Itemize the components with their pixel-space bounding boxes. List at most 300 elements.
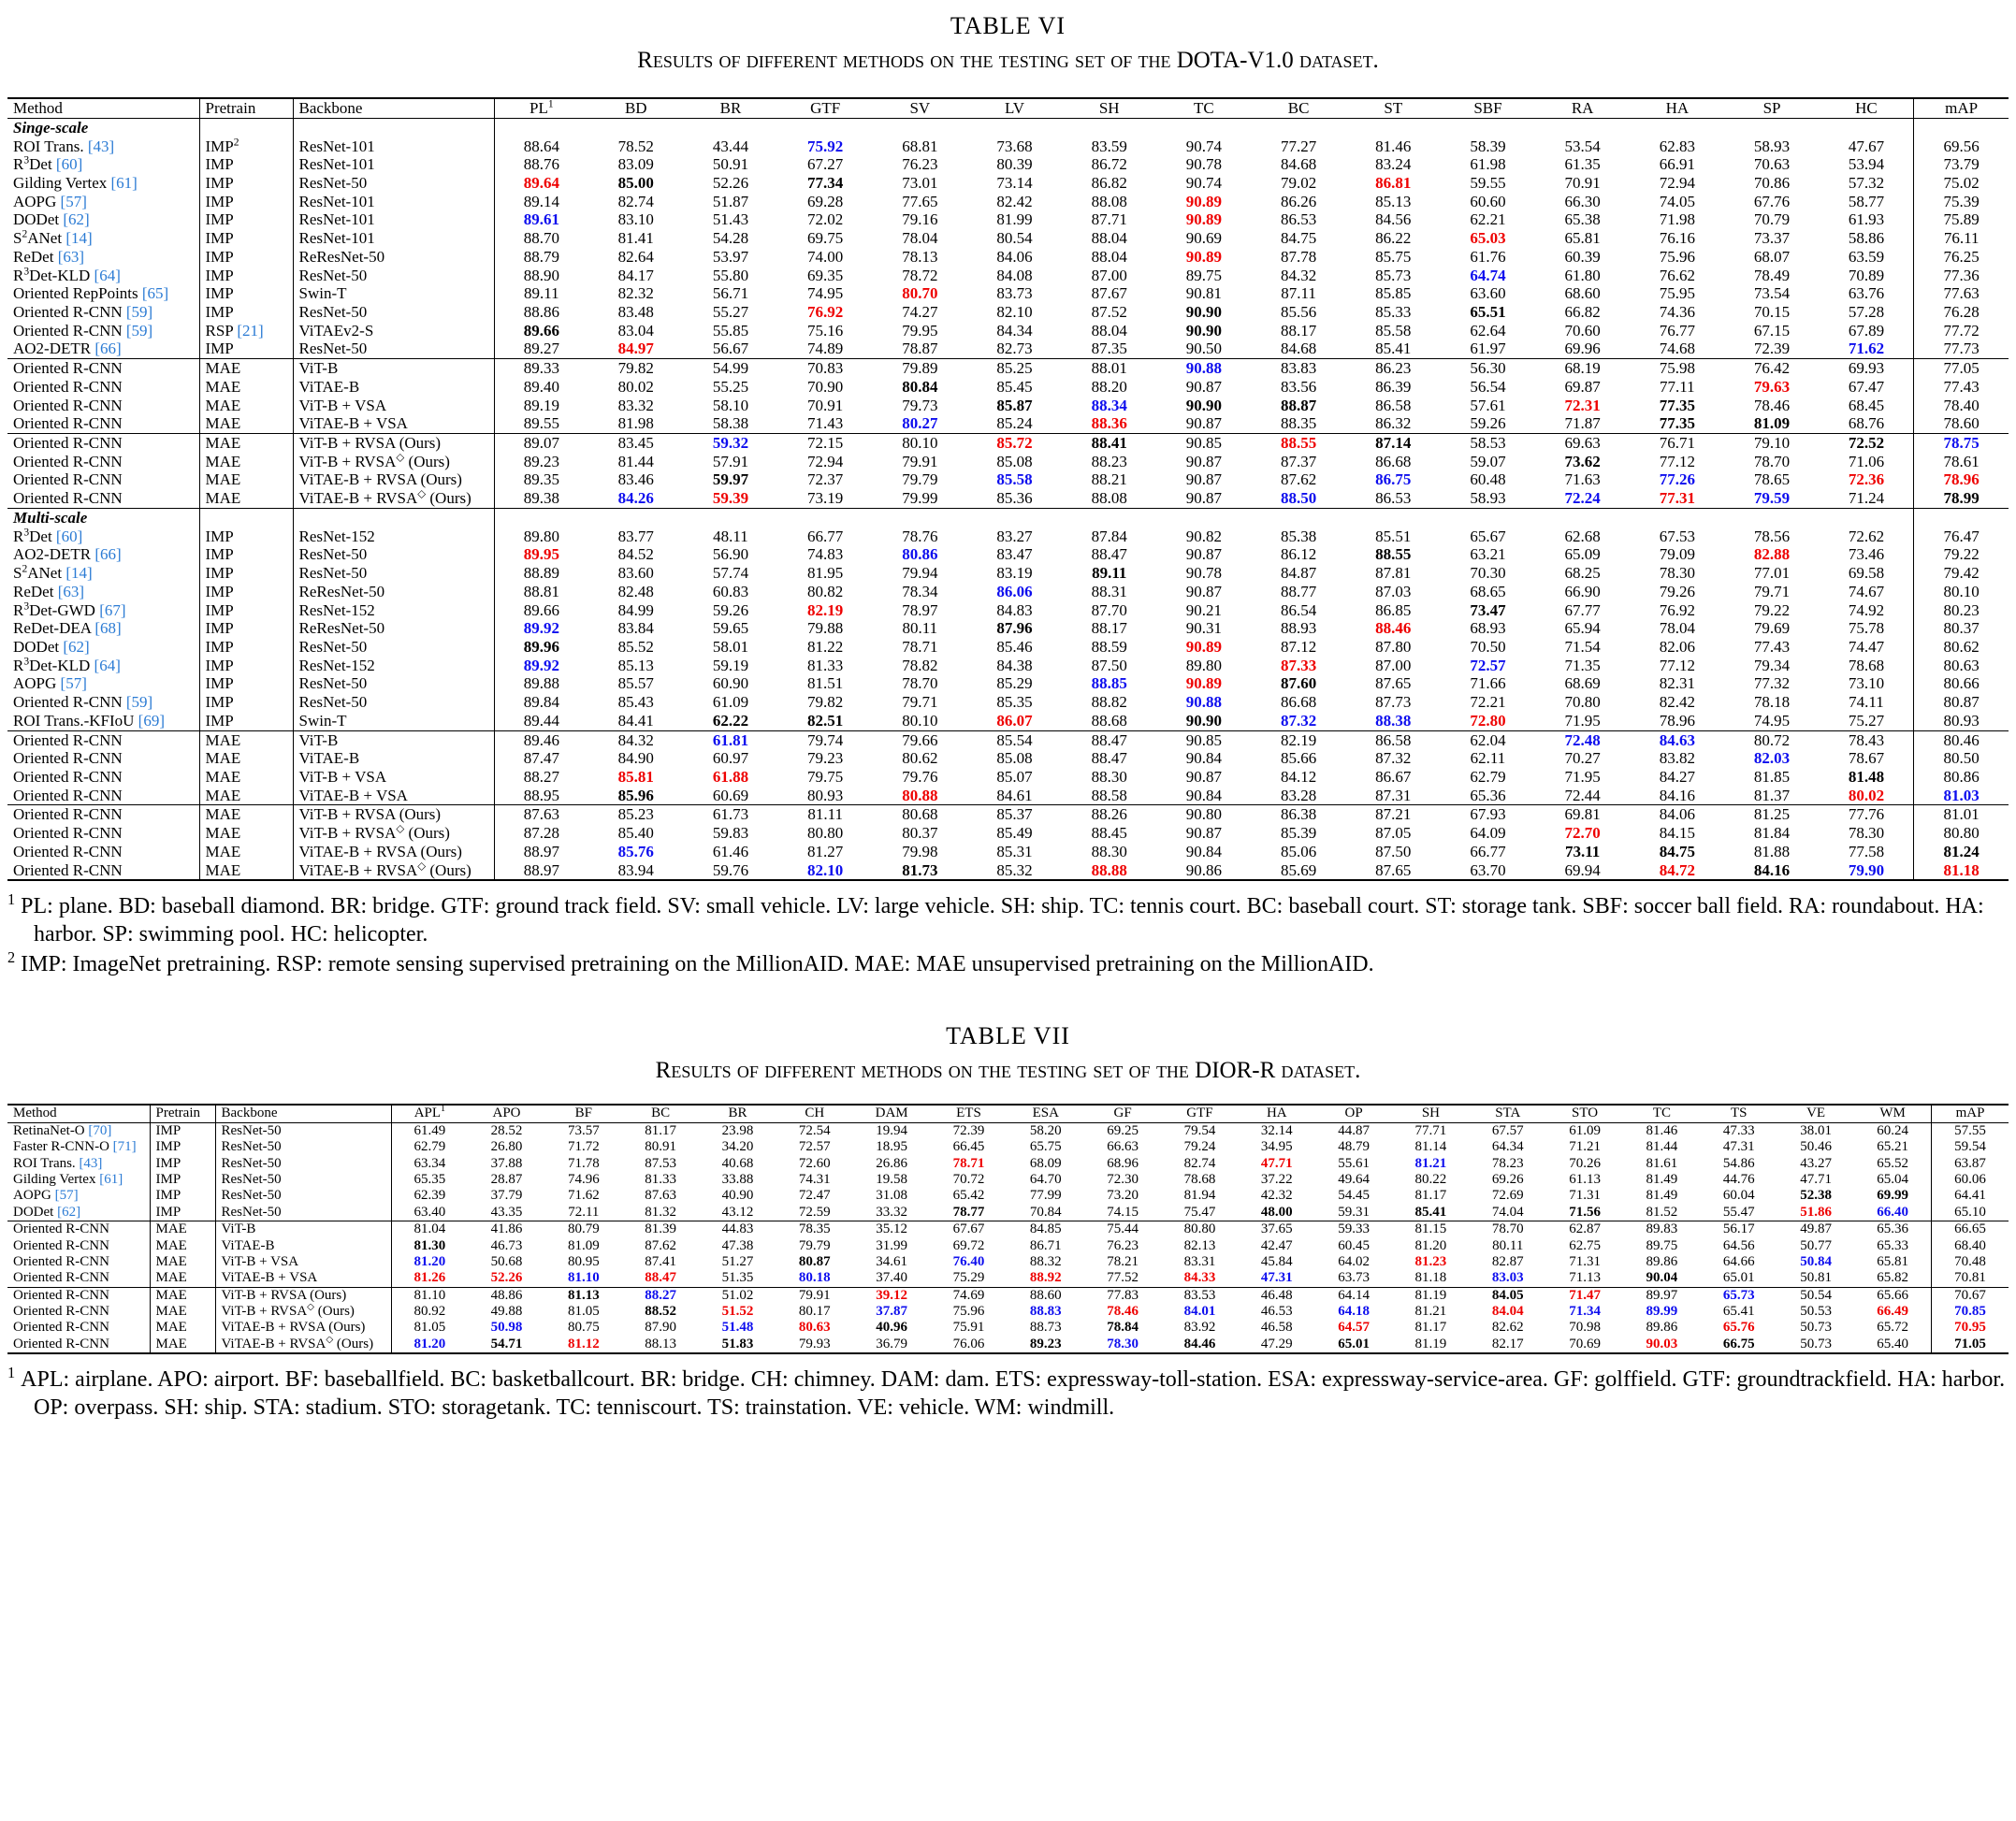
value-cell: 80.86: [902, 545, 938, 564]
citation-link[interactable]: [57]: [54, 1188, 79, 1204]
value-cell: 84.97: [617, 340, 654, 358]
table-row: [7, 564, 2009, 583]
method-cell: Oriented R-CNN: [7, 489, 199, 508]
value-cell: 37.88: [490, 1155, 523, 1171]
value-cell: 84.01: [1183, 1304, 1216, 1320]
value-cell: 56.71: [712, 284, 749, 303]
value-cell: 56.54: [1470, 377, 1506, 396]
value-cell: 82.06: [1659, 637, 1695, 656]
value-cell: 78.76: [902, 527, 938, 545]
value-cell: 69.96: [1564, 340, 1601, 358]
value-cell: 73.46: [1848, 545, 1885, 564]
backbone-cell: ViTAE-B + RVSA (Ours): [215, 1320, 391, 1336]
value-cell: 55.25: [712, 377, 749, 396]
citation-link[interactable]: [62]: [57, 1204, 81, 1220]
value-cell: 78.30: [1848, 824, 1885, 843]
backbone-cell: ResNet-50: [293, 340, 494, 358]
value-cell: 88.59: [1091, 637, 1127, 656]
value-cell: 81.20: [413, 1336, 446, 1351]
value-cell: 81.95: [807, 564, 844, 583]
value-cell: 73.54: [1753, 284, 1791, 303]
value-cell: 71.95: [1564, 711, 1601, 730]
value-cell: 40.90: [721, 1188, 754, 1204]
value-cell: 79.63: [1753, 377, 1791, 396]
value-cell: 69.25: [1107, 1122, 1139, 1138]
value-cell: 81.19: [1392, 1287, 1469, 1304]
citation-link[interactable]: [63]: [57, 582, 85, 600]
value-cell: 81.85: [1753, 767, 1791, 786]
value-cell: 62.79: [1470, 767, 1506, 786]
value-cell: 78.68: [1848, 656, 1885, 674]
value-cell: 89.14: [523, 192, 559, 210]
value-cell: 88.97: [523, 860, 559, 879]
value-cell: 90.69: [1185, 229, 1223, 248]
value-cell: 49.87: [1777, 1221, 1854, 1238]
value-cell: 53.54: [1564, 137, 1601, 155]
value-cell: 84.90: [617, 749, 654, 768]
citation-link[interactable]: [61]: [110, 173, 138, 192]
value-cell: 74.04: [1491, 1204, 1524, 1220]
value-cell: 88.13: [645, 1336, 677, 1351]
value-cell: 70.95: [1932, 1320, 2009, 1336]
method-cell: Oriented R-CNN: [7, 397, 199, 415]
value-cell: 44.87: [1338, 1122, 1370, 1138]
citation-link[interactable]: [65]: [141, 284, 169, 303]
value-cell: 43.35: [490, 1204, 523, 1220]
value-cell: 85.52: [617, 637, 654, 656]
value-cell: 26.86: [876, 1155, 907, 1171]
value-cell: 88.27: [622, 1287, 699, 1304]
value-cell: 89.55: [523, 414, 559, 433]
method-cell: Oriented R-CNN [59]: [7, 693, 199, 712]
value-cell: 80.63: [798, 1320, 831, 1336]
value-cell: 63.21: [1470, 545, 1506, 564]
value-cell: 85.87: [996, 396, 1033, 414]
value-cell: 74.68: [1659, 340, 1695, 358]
citation-link[interactable]: [59]: [125, 693, 153, 712]
value-cell: 83.24: [1375, 155, 1412, 174]
column-header: HC: [1820, 98, 1914, 118]
value-cell: 77.11: [1660, 377, 1695, 396]
value-cell: 72.80: [1470, 711, 1506, 730]
value-cell: 88.86: [523, 303, 559, 321]
value-cell: 62.22: [712, 711, 749, 730]
table6-subtitle: Results of different methods on the testing set of the DOTA-V1.0 dataset.: [637, 47, 1379, 73]
value-cell: 80.80: [1161, 1221, 1238, 1238]
value-cell: 85.76: [617, 842, 654, 860]
value-cell: 85.54: [967, 730, 1062, 749]
value-cell: 87.53: [645, 1155, 677, 1171]
table-row: [7, 712, 2009, 730]
value-cell: 85.29: [996, 674, 1033, 693]
table6-title: TABLE VI: [950, 12, 1066, 39]
pretrain-cell: MAE: [199, 730, 293, 749]
value-cell: 76.62: [1659, 266, 1695, 284]
value-cell: 69.35: [807, 266, 844, 284]
method-cell: Oriented R-CNN: [7, 824, 199, 843]
method-cell: Gilding Vertex [61]: [7, 174, 199, 193]
backbone-cell: ViT-B + RVSA (Ours): [215, 1287, 391, 1304]
value-cell: 74.96: [567, 1171, 600, 1187]
citation-link[interactable]: [64]: [94, 656, 121, 674]
value-cell: 86.39: [1375, 377, 1412, 396]
citation-link[interactable]: [21]: [237, 321, 264, 340]
value-cell: 89.64: [523, 173, 559, 192]
table-row: [7, 861, 2009, 881]
value-cell: 80.27: [902, 414, 938, 433]
value-cell: 80.17: [798, 1304, 831, 1320]
value-cell: 88.30: [1091, 767, 1127, 786]
citation-link[interactable]: [68]: [94, 619, 122, 638]
value-cell: 88.01: [1062, 359, 1156, 378]
value-cell: 67.76: [1753, 192, 1791, 210]
value-cell: 71.56: [1569, 1204, 1601, 1220]
value-cell: 62.75: [1569, 1237, 1601, 1253]
pretrain-cell: MAE: [199, 359, 293, 378]
value-cell: 79.82: [807, 693, 844, 712]
citation-link[interactable]: [59]: [125, 321, 153, 340]
citation-link[interactable]: [61]: [99, 1171, 123, 1187]
value-cell: 84.04: [1491, 1304, 1524, 1320]
value-cell: 81.15: [1392, 1221, 1469, 1238]
value-cell: 83.92: [1183, 1320, 1216, 1336]
value-cell: 58.53: [1441, 434, 1535, 453]
value-cell: 84.17: [617, 266, 654, 284]
method-cell: Oriented R-CNN: [7, 805, 199, 824]
value-cell: 66.90: [1564, 582, 1601, 600]
value-cell: 63.76: [1848, 284, 1885, 303]
column-header: STO: [1546, 1105, 1623, 1122]
value-cell: 65.04: [1877, 1171, 1909, 1187]
value-cell: 57.55: [1932, 1122, 2009, 1139]
value-cell: 58.93: [1753, 137, 1791, 155]
value-cell: 42.47: [1260, 1237, 1293, 1253]
value-cell: 88.88: [1091, 860, 1127, 879]
value-cell: 72.94: [807, 452, 844, 470]
value-cell: 87.35: [1091, 340, 1127, 358]
citation-link[interactable]: [71]: [112, 1139, 137, 1155]
backbone-cell: ViTAE-B + VSA: [293, 787, 494, 805]
pretrain-cell: MAE: [199, 749, 293, 768]
backbone-cell: ViT-B: [215, 1221, 391, 1238]
column-header: BR: [699, 1105, 776, 1122]
results-table-dior: [7, 1104, 2009, 1354]
backbone-cell: ResNet-101: [293, 155, 494, 174]
backbone-cell: ViTAE-B: [293, 749, 494, 768]
value-cell: 90.80: [1156, 805, 1251, 824]
citation-link[interactable]: [14]: [65, 564, 93, 583]
value-cell: 80.80: [807, 824, 844, 843]
value-cell: 77.73: [1914, 340, 2009, 358]
table-row: [7, 1221, 2009, 1238]
value-cell: 81.11: [778, 805, 873, 824]
value-cell: 86.58: [1375, 396, 1412, 414]
table-row: [7, 174, 2009, 193]
value-cell: 90.87: [1185, 452, 1223, 470]
value-cell: 89.33: [494, 359, 588, 378]
citation-link[interactable]: [60]: [55, 155, 83, 174]
value-cell: 78.96: [1659, 711, 1695, 730]
citation-link[interactable]: [43]: [87, 137, 115, 155]
value-cell: 86.26: [1280, 192, 1317, 210]
value-cell: 90.90: [1185, 321, 1223, 340]
value-cell: 43.44: [712, 137, 749, 155]
value-cell: 71.31: [1569, 1253, 1601, 1269]
value-cell: 72.59: [798, 1204, 831, 1220]
value-cell: 80.63: [1914, 657, 2009, 675]
value-cell: 72.48: [1535, 730, 1630, 749]
value-cell: 81.13: [545, 1287, 622, 1304]
value-cell: 61.93: [1848, 210, 1885, 229]
value-cell: 85.25: [967, 359, 1062, 378]
value-cell: 80.93: [1914, 712, 2009, 730]
value-cell: 57.91: [712, 452, 749, 470]
value-cell: 72.31: [1564, 396, 1601, 414]
value-cell: 88.82: [1091, 693, 1127, 712]
column-header: SH: [1062, 98, 1156, 118]
value-cell: 81.48: [1848, 767, 1885, 786]
citation-link[interactable]: [66]: [94, 545, 122, 564]
value-cell: 83.19: [996, 564, 1033, 583]
value-cell: 55.27: [712, 303, 749, 321]
value-cell: 88.47: [1091, 545, 1127, 564]
value-cell: 85.23: [588, 805, 683, 824]
value-cell: 85.07: [996, 767, 1033, 786]
table-row: [7, 1205, 2009, 1221]
value-cell: 59.65: [712, 619, 749, 638]
value-cell: 88.32: [1029, 1253, 1062, 1269]
value-cell: 75.02: [1914, 174, 2009, 193]
value-cell: 78.87: [902, 340, 938, 358]
pretrain-cell: MAE: [150, 1304, 215, 1320]
citation-link[interactable]: [60]: [55, 527, 83, 545]
value-cell: 86.38: [1252, 805, 1346, 824]
value-cell: 86.71: [1029, 1237, 1062, 1253]
citation-link[interactable]: [43]: [79, 1155, 103, 1171]
value-cell: 88.90: [523, 266, 559, 284]
value-cell: 65.36: [1854, 1221, 1931, 1238]
value-cell: 79.89: [873, 359, 967, 378]
value-cell: 28.52: [490, 1122, 523, 1138]
citation-link[interactable]: [62]: [63, 637, 90, 656]
value-cell: 80.82: [807, 582, 844, 600]
citation-link[interactable]: [63]: [57, 247, 85, 266]
citation-link[interactable]: [67]: [99, 600, 126, 619]
column-header: APO: [468, 1105, 544, 1122]
value-cell: 88.35: [1280, 414, 1317, 433]
value-cell: 47.71: [1260, 1155, 1293, 1171]
pretrain-cell: MAE: [199, 489, 293, 508]
value-cell: 80.66: [1914, 674, 2009, 693]
value-cell: 84.33: [1183, 1270, 1216, 1286]
value-cell: 65.38: [1564, 210, 1601, 229]
value-cell: 88.04: [1091, 321, 1127, 340]
value-cell: 81.05: [567, 1304, 600, 1320]
value-cell: 61.97: [1470, 340, 1506, 358]
value-cell: 88.60: [1008, 1287, 1084, 1304]
value-cell: 78.23: [1491, 1155, 1524, 1171]
value-cell: 60.83: [712, 582, 749, 600]
citation-link[interactable]: [14]: [65, 229, 93, 248]
backbone-cell: ResNet-101: [293, 137, 494, 156]
pretrain-cell: IMP: [199, 619, 293, 638]
value-cell: 62.04: [1441, 730, 1535, 749]
column-header: DAM: [853, 1105, 930, 1122]
value-cell: 82.74: [617, 192, 654, 210]
table-row: [7, 322, 2009, 340]
pretrain-cell: IMP: [199, 601, 293, 620]
backbone-cell: ResNet-50: [215, 1156, 391, 1172]
method-cell: Oriented R-CNN: [7, 730, 199, 749]
value-cell: 72.70: [1564, 824, 1601, 843]
value-cell: 74.11: [1849, 693, 1884, 712]
value-cell: 74.95: [807, 284, 844, 303]
value-cell: 87.84: [1091, 527, 1127, 545]
citation-link[interactable]: [66]: [94, 340, 122, 358]
value-cell: 65.33: [1877, 1237, 1909, 1253]
value-cell: 89.27: [523, 340, 559, 358]
value-cell: 61.80: [1564, 266, 1601, 284]
value-cell: 80.75: [567, 1320, 600, 1336]
value-cell: 66.77: [1470, 842, 1506, 860]
value-cell: 89.35: [523, 470, 559, 489]
value-cell: 70.85: [1932, 1304, 2009, 1320]
value-cell: 88.77: [1280, 582, 1317, 600]
value-cell: 88.73: [1029, 1320, 1062, 1336]
value-cell: 83.84: [617, 619, 654, 638]
method-cell: Oriented R-CNN: [7, 768, 199, 787]
table-row: [7, 470, 2009, 489]
value-cell: 70.26: [1569, 1155, 1601, 1171]
backbone-cell: ReResNet-50: [293, 248, 494, 267]
backbone-cell: ViT-B + RVSA (Ours): [293, 434, 494, 453]
citation-link[interactable]: [62]: [63, 210, 90, 229]
value-cell: 59.19: [712, 656, 749, 674]
value-cell: 78.40: [1914, 397, 2009, 415]
value-cell: 83.46: [617, 470, 654, 489]
backbone-cell: Swin-T: [293, 284, 494, 303]
value-cell: 47.31: [1722, 1139, 1755, 1155]
value-cell: 68.19: [1535, 359, 1630, 378]
column-header: LV: [967, 98, 1062, 118]
value-cell: 89.44: [523, 711, 559, 730]
value-cell: 90.90: [1185, 303, 1223, 321]
value-cell: 79.74: [778, 730, 873, 749]
value-cell: 74.47: [1848, 637, 1885, 656]
value-cell: 41.86: [468, 1221, 544, 1238]
citation-link[interactable]: [57]: [60, 674, 87, 693]
value-cell: 36.79: [876, 1336, 907, 1351]
value-cell: 49.88: [490, 1304, 523, 1320]
value-cell: 85.38: [1280, 527, 1317, 545]
value-cell: 66.40: [1877, 1204, 1909, 1220]
value-cell: 85.33: [1375, 303, 1412, 321]
value-cell: 79.88: [807, 619, 844, 638]
value-cell: 75.98: [1630, 359, 1724, 378]
value-cell: 86.23: [1346, 359, 1441, 378]
value-cell: 65.82: [1877, 1270, 1909, 1286]
citation-link[interactable]: [70]: [88, 1122, 112, 1138]
value-cell: 81.09: [567, 1237, 600, 1253]
value-cell: 59.07: [1470, 452, 1506, 470]
value-cell: 81.09: [1753, 414, 1791, 433]
value-cell: 51.35: [721, 1270, 754, 1286]
value-cell: 77.27: [1280, 137, 1317, 155]
value-cell: 59.83: [712, 824, 749, 843]
value-cell: 77.05: [1914, 359, 2009, 378]
citation-link[interactable]: [57]: [60, 192, 87, 210]
value-cell: 81.33: [807, 656, 844, 674]
method-cell: ReDet [63]: [7, 583, 199, 601]
method-cell: Oriented R-CNN: [7, 1238, 150, 1254]
value-cell: 81.84: [1753, 824, 1791, 843]
value-cell: 88.20: [1091, 377, 1127, 396]
value-cell: 85.58: [996, 470, 1033, 489]
value-cell: 81.88: [1753, 842, 1791, 860]
value-cell: 81.18: [1414, 1270, 1447, 1286]
value-cell: 70.67: [1932, 1287, 2009, 1304]
value-cell: 81.49: [1646, 1171, 1678, 1187]
value-cell: 19.94: [876, 1122, 907, 1138]
value-cell: 81.01: [1914, 805, 2009, 824]
value-cell: 90.89: [1185, 674, 1223, 693]
value-cell: 90.87: [1185, 489, 1223, 508]
column-header: ST: [1346, 98, 1441, 118]
value-cell: 19.58: [876, 1171, 907, 1187]
section-label: Multi-scale: [7, 508, 199, 527]
value-cell: 61.98: [1470, 155, 1506, 174]
value-cell: 90.89: [1185, 247, 1223, 266]
column-header: Method: [7, 1105, 150, 1122]
value-cell: 74.83: [807, 545, 844, 564]
column-header: STA: [1470, 1105, 1546, 1122]
pretrain-cell: IMP: [199, 155, 293, 174]
value-cell: 90.74: [1185, 173, 1223, 192]
backbone-cell: ViT-B + RVSA (Ours): [293, 805, 494, 824]
citation-link[interactable]: [69]: [138, 711, 165, 730]
table-row: [7, 155, 2009, 174]
value-cell: 78.49: [1753, 266, 1791, 284]
value-cell: 74.00: [807, 247, 844, 266]
citation-link[interactable]: [59]: [125, 303, 153, 321]
table-row: [7, 137, 2009, 156]
citation-link[interactable]: [64]: [94, 266, 121, 284]
value-cell: 32.14: [1260, 1122, 1293, 1138]
value-cell: 88.55: [1252, 434, 1346, 453]
value-cell: 82.19: [807, 600, 844, 619]
value-cell: 51.43: [712, 210, 749, 229]
value-cell: 64.41: [1932, 1188, 2009, 1204]
method-cell: ReDet-DEA [68]: [7, 619, 199, 638]
value-cell: 79.90: [1848, 860, 1885, 879]
value-cell: 77.76: [1820, 805, 1914, 824]
value-cell: 87.73: [1375, 693, 1412, 712]
value-cell: 78.56: [1753, 527, 1791, 545]
method-cell: ROI Trans. [43]: [7, 137, 199, 156]
pretrain-cell: MAE: [199, 470, 293, 489]
value-cell: 90.87: [1185, 414, 1223, 433]
table-row: [7, 843, 2009, 861]
value-cell: 73.01: [902, 173, 938, 192]
value-cell: 77.65: [902, 192, 938, 210]
value-cell: 60.39: [1564, 247, 1601, 266]
value-cell: 82.64: [617, 247, 654, 266]
pretrain-cell: MAE: [150, 1320, 215, 1336]
value-cell: 65.73: [1701, 1287, 1777, 1304]
column-header: SP: [1724, 98, 1819, 118]
value-cell: 84.06: [996, 247, 1033, 266]
value-cell: 80.68: [873, 805, 967, 824]
